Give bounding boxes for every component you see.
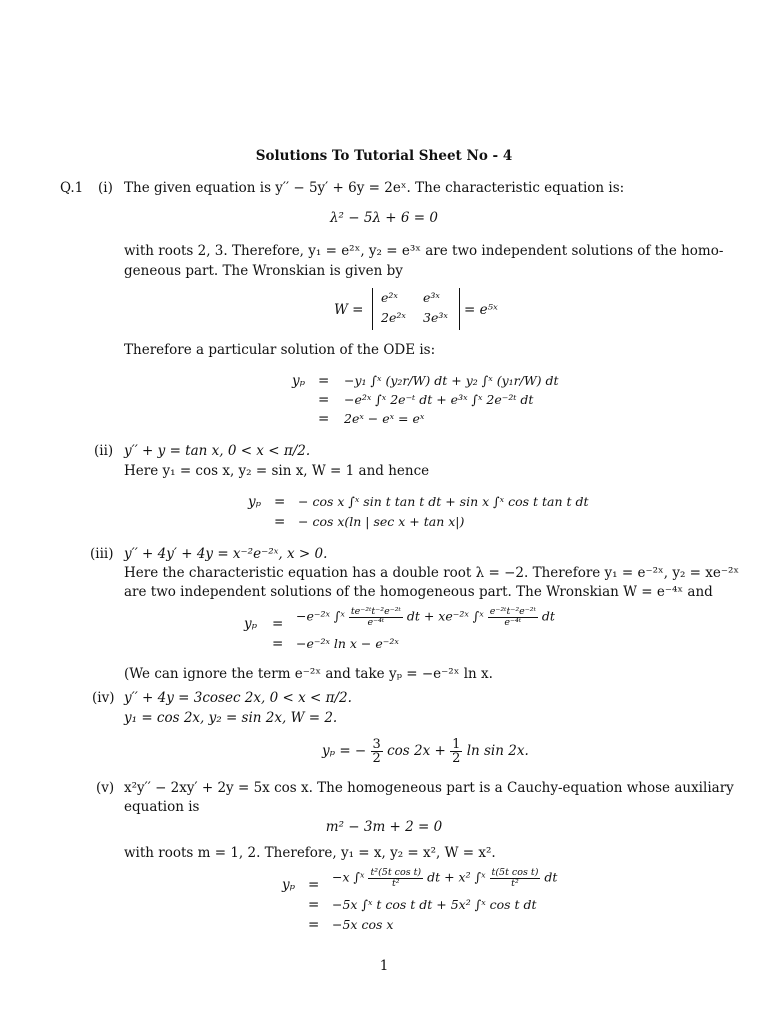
part-v-rhs1-c: dt [544,869,558,885]
part-i-characteristic-equation: λ² − 5λ + 6 = 0 [330,210,438,226]
part-iv-fraction-1-den: 2 [372,751,381,766]
part-v-fraction-2-den: t² [511,877,519,889]
wronskian-cell-c: 2e²ˣ [381,310,406,325]
part-i-rhs3: 2eˣ − eˣ = eˣ [344,411,425,426]
part-v-fraction-1-den: t² [391,877,400,889]
part-ii-equation: y′′ + y = tan x, 0 < x < π/2. [124,443,311,459]
part-v-auxiliary-equation: m² − 3m + 2 = 0 [325,819,443,835]
part-v-eq1: = [308,877,320,893]
part-iv-label: (iv) [92,690,115,706]
part-iii-rhs1-b: dt + xe⁻²ˣ ∫ˣ [406,608,484,624]
part-v-eq2: = [308,897,320,913]
part-iii-rhs1 [296,607,555,627]
part-iii-fraction-1 [349,607,403,627]
part-v-line2: equation is [124,799,200,815]
part-v-rhs1-a: −x ∫ˣ [332,869,365,885]
page-title: Solutions To Tutorial Sheet No - 4 [255,148,513,164]
part-i-rhs1: −y₁ ∫ˣ (y₂r/W) dt + y₂ ∫ˣ (y₁r/W) dt [344,373,559,388]
part-i-eq1: = [318,373,330,389]
part-v-rhs3: −5x cos x [332,917,394,932]
part-iii-fraction-2-num: e⁻²ᵗt⁻²e⁻²ᵗ [489,606,536,617]
part-iii-line2: are two independent solutions of the homogeneous part. The Wronskian W = e⁻⁴ˣ and [124,584,713,600]
wronskian-cell-d: 3e³ˣ [423,310,448,325]
part-iii-fraction-2 [488,607,538,627]
part-iii-rhs1-c: dt [541,608,555,624]
part-iii-line1: Here the characteristic equation has a double root λ = −2. Therefore y₁ = e⁻²ˣ, y₂ = xe⁻²ˣ [124,565,740,581]
part-iv-here-line: y₁ = cos 2x, y₂ = sin 2x, W = 2. [124,710,338,726]
part-iv-yp-lhs: yₚ = − [322,743,367,759]
part-v-line1: x²y′′ − 2xy′ + 2y = 5x cos x. The homogeneous part is a Cauchy-equation whose auxiliary [124,780,734,796]
part-iii-fraction-1-num: te⁻²ᵗt⁻²e⁻²ᵗ [350,606,401,617]
part-v-rhs2: −5x ∫ˣ t cos t dt + 5x² ∫ˣ cos t dt [332,897,537,912]
part-ii-eq1: = [274,494,286,510]
part-i-label: (i) [98,180,113,196]
part-v-fraction-1-num: t²(5t cos t) [370,867,422,878]
question-label: Q.1 [60,180,84,196]
part-iii-yp: yₚ [244,616,258,632]
part-i-roots-line1: with roots 2, 3. Therefore, y₁ = e²ˣ, y₂ = e³ˣ are two independent solutions of the homo- [124,243,724,259]
part-iv-fraction-1-num: 3 [372,737,381,752]
part-iii-eq2: = [272,636,284,652]
part-i-eq3: = [318,411,330,427]
part-v-label: (v) [96,780,115,796]
part-i-eq2: = [318,392,330,408]
part-v-yp: yₚ [282,877,296,893]
part-v-fraction-1 [368,868,423,888]
part-iv-fraction-1 [371,738,383,765]
part-ii-here-line: Here y₁ = cos x, y₂ = sin x, W = 1 and hence [124,463,430,479]
part-iii-label: (iii) [90,546,114,562]
part-iv-fraction-2-num: 1 [452,737,461,752]
part-iii-note: (We can ignore the term e⁻²ˣ and take yₚ = −e⁻²ˣ ln x. [124,666,493,682]
wronskian-cell-a: e²ˣ [381,290,398,305]
part-iii-rhs1-a: −e⁻²ˣ ∫ˣ [296,608,345,624]
part-iv-tail: ln sin 2x. [466,743,529,759]
part-v-fraction-2-num: t(5t cos t) [491,867,539,878]
part-ii-label: (ii) [94,443,114,459]
part-v-rhs1 [332,868,557,888]
part-iv-mid: cos 2x + [387,743,446,759]
part-v-eq3: = [308,917,320,933]
part-iv-fraction-2 [450,738,462,765]
part-ii-yp: yₚ [248,494,262,510]
part-iv-yp [322,738,529,765]
part-iv-fraction-2-den: 2 [452,751,461,766]
part-iii-fraction-2-den: e⁻⁴ᵗ [504,616,522,628]
part-ii-eq2: = [274,514,286,530]
part-iv-equation: y′′ + 4y = 3cosec 2x, 0 < x < π/2. [124,690,352,706]
part-ii-rhs1: − cos x ∫ˣ sin t tan t dt + sin x ∫ˣ cos t tan t dt [298,494,589,509]
wronskian-lhs: W = [334,302,364,318]
page-number: 1 [379,958,389,974]
part-ii-rhs2: − cos x(ln | sec x + tan x|) [298,514,465,529]
part-i-rhs2: −e²ˣ ∫ˣ 2e⁻ᵗ dt + e³ˣ ∫ˣ 2e⁻²ᵗ dt [344,392,534,407]
part-i-particular-text: Therefore a particular solution of the ODE is: [124,342,436,358]
part-iii-eq1: = [272,616,284,632]
part-v-roots-line: with roots m = 1, 2. Therefore, y₁ = x, y₂ = x², W = x². [124,845,496,861]
wronskian-rhs: = e⁵ˣ [464,302,498,318]
part-i-intro: The given equation is y′′ − 5y′ + 6y = 2eˣ. The characteristic equation is: [124,180,625,196]
part-i-yp: yₚ [292,373,306,389]
part-iii-rhs2: −e⁻²ˣ ln x − e⁻²ˣ [296,636,399,651]
wronskian-determinant [372,288,460,330]
part-i-roots-line2: geneous part. The Wronskian is given by [124,263,403,279]
wronskian-cell-b: e³ˣ [423,290,440,305]
part-iii-fraction-1-den: e⁻⁴ᵗ [367,616,385,628]
part-v-rhs1-b: dt + x² ∫ˣ [427,869,486,885]
part-iii-equation: y′′ + 4y′ + 4y = x⁻²e⁻²ˣ, x > 0. [124,546,328,562]
part-v-fraction-2 [490,868,541,888]
